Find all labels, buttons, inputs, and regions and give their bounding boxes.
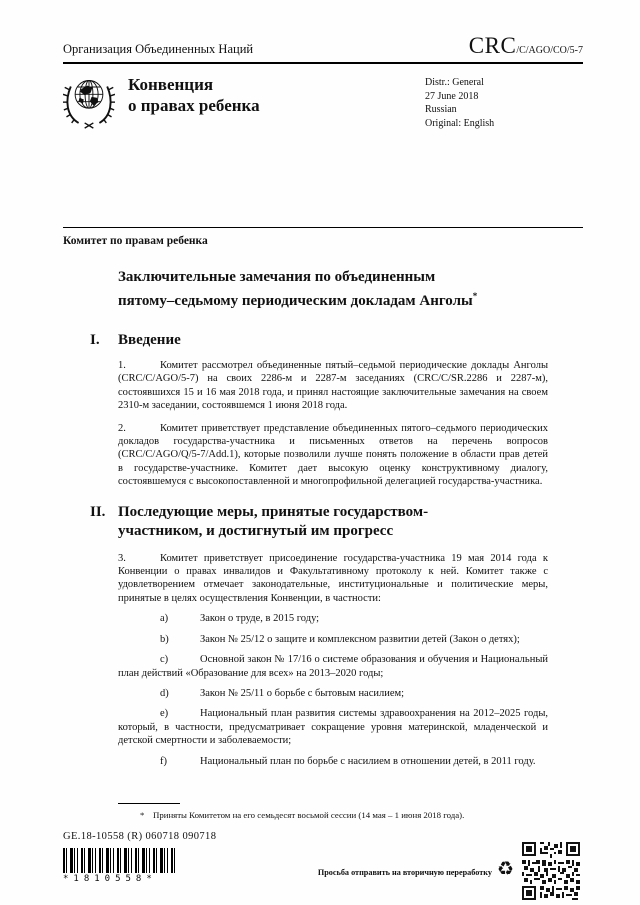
paragraph-text: Комитет приветствует представление объединенных пятого–седьмого периодических докладов государства-участника и письменных ответов на перечень вопросов (CRC/C/AGO/Q/5-7/Add.1), которые позволили лучше понять положение в области прав детей в государстве-участнике. Комитет дает высокую оценку конструктивному диалогу, состоявшемуся с высокопоставленной и многопрофильной делегацией государства-участника. [118,422,548,488]
recycle-notice [317,858,514,882]
qr-code-icon [522,842,580,905]
list-item-text: Закон № 25/12 о защите и комплексном развитии детей (Закон о детях); [200,633,520,645]
original-language-line: Original: English [425,117,495,129]
distribution-block [425,72,583,137]
paragraph-2 [118,422,548,489]
list-item-letter: b) [160,633,169,645]
recycle-icon: ♻ [496,858,514,880]
document-title-line1: Заключительные замечания по объединенным [118,269,436,285]
section-rule [63,227,583,228]
list-item-letter: f) [160,755,167,767]
section-1-body [118,359,548,489]
barcode-bars-icon [63,848,175,873]
convention-title-line2: о правах ребенка [128,96,260,115]
distr-line: Distr.: General [425,77,484,88]
footnote-marker: * [140,810,145,820]
title-footnote-marker: * [472,291,478,301]
section-heading-1 [90,331,583,350]
date-line: 27 June 2018 [425,90,479,102]
list-item-letter: c) [160,654,169,666]
document-title [118,268,583,311]
org-name: Организация Объединенных Наций [63,42,254,56]
paragraph-3 [118,552,548,606]
recycle-notice-text: Просьба отправить на вторичную переработку [317,868,492,877]
section-number: I. [90,332,100,348]
section-2-body [118,552,548,768]
section-heading-2 [90,503,583,541]
document-title-line2: пятому–седьмому периодическим докладам Анголы* [118,291,478,309]
ge-reference: GE.18-10558 (R) 060718 090718 [63,831,217,842]
list-item-text: Основной закон № 17/16 о системе образования и обучения и Национальный план действий «Образование для всех» на 2013–2020 годы; [118,654,548,679]
header [63,33,583,59]
footnote [140,810,530,821]
list-item-text: Национальный план развития системы здравоохранения на 2012–2025 годы, который, в частности, предусматривает сокращение уровня материнской, младенческой и детской смертности и заболеваемости; [118,708,548,747]
barcode [63,848,175,884]
convention-title [128,72,260,137]
list-item-c [118,653,548,680]
section-title: Введение [118,332,181,348]
list-item-text: Закон о труде, в 2015 году; [200,613,320,625]
paragraph-number: 1. [118,360,126,371]
list-item-text: Закон № 25/11 о борьбе с бытовым насилием; [200,687,405,699]
paragraph-number: 2. [118,422,126,434]
committee-name: Комитет по правам ребенка [63,235,208,247]
header-rule [63,62,583,64]
doc-symbol [469,33,583,59]
list-item-letter: a) [160,613,169,625]
doc-symbol-prefix: CRC [468,33,517,58]
list-item-e [118,707,548,747]
list-item-letter: e) [160,708,169,720]
footnote-rule [118,803,180,804]
section-title: Последующие меры, принятые государством-участником, и достигнутый им прогресс [118,503,429,539]
list-item-d [118,687,548,700]
barcode-text: *1810558* [63,874,157,884]
language-line: Russian [425,104,457,115]
section-number: II. [90,503,106,520]
list-item-text: Национальный план по борьбе с насилием в отношении детей, в 2011 году. [200,755,536,767]
paragraph-text: Комитет приветствует присоединение государства-участника 19 мая 2014 года к Конвенции о правах инвалидов и Факультативному протоколу к ней. Комитет также с удовлетворением отмечает законодательные, институциональные и политические меры, принятые в целях осуществления Конвенции, в частности: [118,552,548,604]
un-emblem-icon [63,74,115,137]
list-item-letter: d) [160,687,169,699]
footnote-text: Приняты Комитетом на его семьдесят восьмой сессии (14 мая – 1 июня 2018 года). [153,810,465,820]
paragraph-text: Комитет рассмотрел объединенные пятый–седьмой периодические доклады Анголы (CRC/C/AGO/5-7) на своих 2286-м и 2287-м заседаниях (CRC/C/SR.2286 и 2287-м), состоявшихся 15 и 16 мая 2018 года, и принял настоящие заключительные замечания на своем 2310-м заседании, состоявшемся 1 июня 2018 года. [118,360,548,412]
paragraph-number: 3. [118,552,126,564]
list-item-f [118,755,548,768]
doc-symbol-suffix: /C/AGO/CO/5-7 [516,45,583,56]
paragraph-1 [118,359,548,413]
convention-title-line1: Конвенция [128,75,214,94]
list-item-b [118,633,548,646]
list-item-a [118,612,548,625]
masthead [63,72,583,137]
